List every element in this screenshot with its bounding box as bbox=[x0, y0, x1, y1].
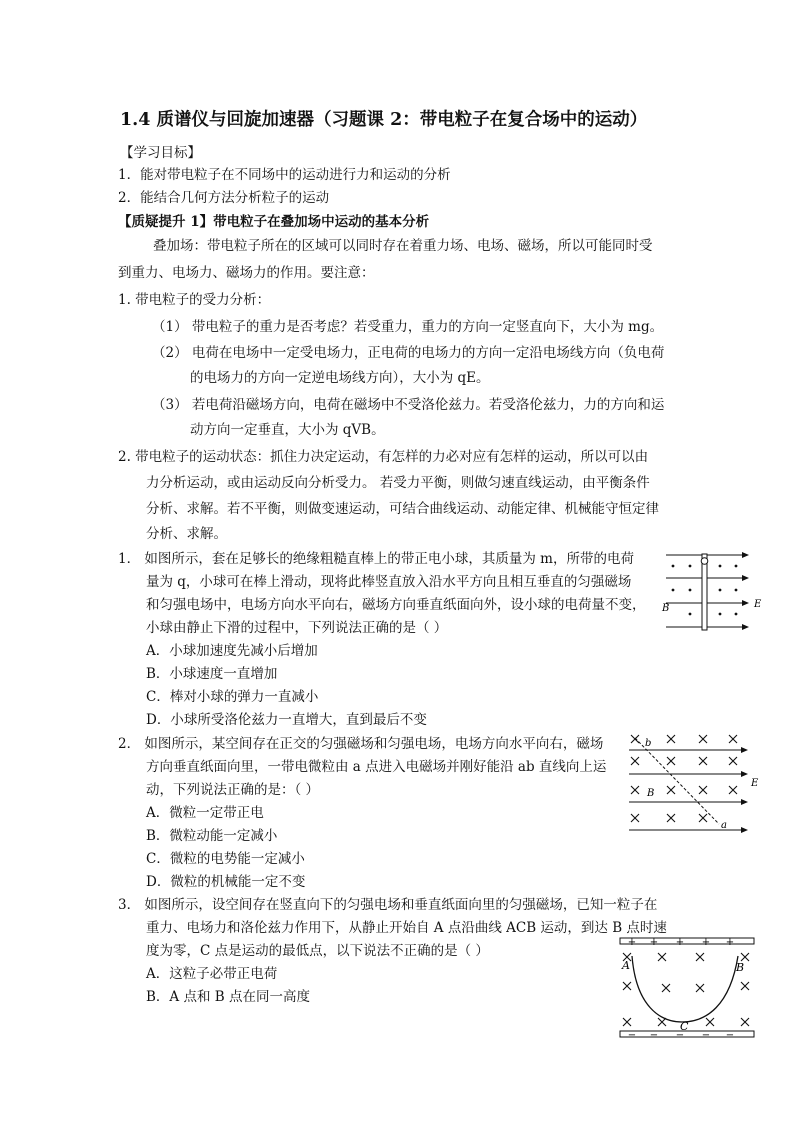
q3-minus-5: − bbox=[725, 1030, 735, 1041]
q3-minus-2: − bbox=[649, 1030, 659, 1041]
q2-option-b: B．微粒动能一定减小 bbox=[146, 828, 278, 844]
objective-2: 2．能结合几何方法分析粒子的运动 bbox=[118, 190, 330, 206]
q1-figure bbox=[658, 548, 768, 634]
point2-line4: 分析、求解。 bbox=[146, 526, 227, 542]
q3-line2: 重力、电场力和洛伦兹力作用下，从静止开始自 A 点沿曲线 ACB 运动，到达 B 点时速 bbox=[146, 920, 667, 936]
q2-option-c: C．微粒的电势能一定减小 bbox=[146, 851, 305, 867]
q3-plus-4: + bbox=[701, 937, 711, 948]
q3-figure bbox=[618, 934, 758, 1042]
q3-option-a: A．这粒子必带正电荷 bbox=[146, 966, 278, 982]
q1-option-a: A．小球加速度先减小后增加 bbox=[146, 643, 318, 659]
q3-minus-1: − bbox=[627, 1030, 637, 1041]
section1-heading: 【质疑提升 1】带电粒子在叠加场中运动的基本分析 bbox=[118, 214, 430, 230]
point2-line2: 力分析运动，或由运动反向分析受力。 若受力平衡，则做匀速直线运动，由平衡条件 bbox=[146, 475, 650, 491]
q2-fig-label-b-field: B bbox=[647, 788, 655, 799]
point1-title: 1. 带电粒子的受力分析： bbox=[118, 292, 271, 308]
section1-intro-line1: 叠加场：带电粒子所在的区域可以同时存在着重力场、电场、磁场，所以可能同时受 bbox=[153, 238, 653, 254]
q3-fig-label-c: C bbox=[680, 1020, 689, 1033]
q3-option-b: B．A 点和 B 点在同一高度 bbox=[146, 989, 310, 1005]
q1-line2: 量为 q，小球可在棒上滑动，现将此棒竖直放入沿水平方向且相互垂直的匀强磁场 bbox=[146, 574, 632, 590]
q1-line4: 小球由静止下滑的过程中，下列说法正确的是（ ） bbox=[146, 620, 448, 636]
q3-minus-4: − bbox=[701, 1030, 711, 1041]
q3-plus-1: + bbox=[627, 937, 637, 948]
q2-fig-label-a-point: a bbox=[721, 820, 727, 831]
point1-item-2-cont: 的电场力的方向一定逆电场线方向），大小为 qE。 bbox=[190, 370, 490, 386]
objectives-heading: 【学习目标】 bbox=[120, 145, 201, 161]
point1-item-1: （1） 带电粒子的重力是否考虑？若受重力，重力的方向一定竖直向下，大小为 mg。 bbox=[152, 319, 664, 335]
q3-fig-label-a: A bbox=[622, 959, 630, 972]
q3-plus-2: + bbox=[649, 937, 659, 948]
point2-line1: 2. 带电粒子的运动状态：抓住力决定运动，有怎样的力必对应有怎样的运动，所以可以由 bbox=[118, 449, 649, 465]
q1-option-b: B．小球速度一直增加 bbox=[146, 666, 278, 682]
q3-minus-3: − bbox=[675, 1030, 685, 1041]
q2-line2: 方向垂直纸面向里，一带电微粒由 a 点进入电磁场并刚好能沿 ab 直线向上运 bbox=[146, 759, 607, 775]
q2-fig-label-e: E bbox=[751, 778, 759, 789]
section1-intro-line2: 到重力、电场力、磁场力的作用。要注意： bbox=[118, 265, 375, 281]
q1-line3: 和匀强电场中，电场方向水平向右，磁场方向垂直纸面向外，设小球的电荷量不变， bbox=[146, 597, 646, 613]
objective-1: 1．能对带电粒子在不同场中的运动进行力和运动的分析 bbox=[118, 167, 451, 183]
q3-plus-5: + bbox=[725, 937, 735, 948]
q2-option-a: A．微粒一定带正电 bbox=[146, 805, 264, 821]
q2-line3: 动，下列说法正确的是：（ ） bbox=[146, 782, 320, 798]
q1-line1: 1． 如图所示，套在足够长的绝缘粗糙直棒上的带正电小球，其质量为 m，所带的电荷 bbox=[118, 551, 634, 567]
point1-item-3-cont: 动方向一定垂直，大小为 qVB。 bbox=[190, 422, 385, 438]
q3-line3: 度为零，C 点是运动的最低点，以下说法不正确的是（ ） bbox=[146, 943, 489, 959]
point1-item-3: （3） 若电荷沿磁场方向，电荷在磁场中不受洛伦兹力。若受洛伦兹力，力的方向和运 bbox=[152, 397, 665, 413]
q2-option-d: D．微粒的机械能一定不变 bbox=[146, 874, 306, 890]
q1-option-d: D．小球所受洛伦兹力一直增大，直到最后不变 bbox=[146, 712, 427, 728]
point2-line3: 分析、求解。若不平衡，则做变速运动，可结合曲线运动、动能定律、机械能守恒定律 bbox=[146, 501, 659, 517]
q3-line1: 3． 如图所示，设空间存在竖直向下的匀强电场和垂直纸面向里的匀强磁场，已知一粒子在 bbox=[118, 897, 658, 913]
q2-fig-label-b-point: b bbox=[645, 738, 652, 749]
q1-option-c: C．棒对小球的弹力一直减小 bbox=[146, 689, 319, 705]
q1-fig-label-e: E bbox=[754, 599, 762, 610]
q3-fig-label-b: B bbox=[736, 961, 745, 974]
q3-plus-3: + bbox=[675, 937, 685, 948]
point1-item-2: （2） 电荷在电场中一定受电场力，正电荷的电场力的方向一定沿电场线方向（负电荷 bbox=[152, 345, 665, 361]
q2-figure bbox=[625, 730, 765, 836]
q2-line1: 2． 如图所示，某空间存在正交的匀强磁场和匀强电场，电场方向水平向右，磁场 bbox=[118, 736, 604, 752]
q1-fig-label-b: B bbox=[662, 603, 670, 614]
page-title: 1.4 质谱仪与回旋加速器（习题课 2：带电粒子在复合场中的运动） bbox=[120, 110, 648, 130]
